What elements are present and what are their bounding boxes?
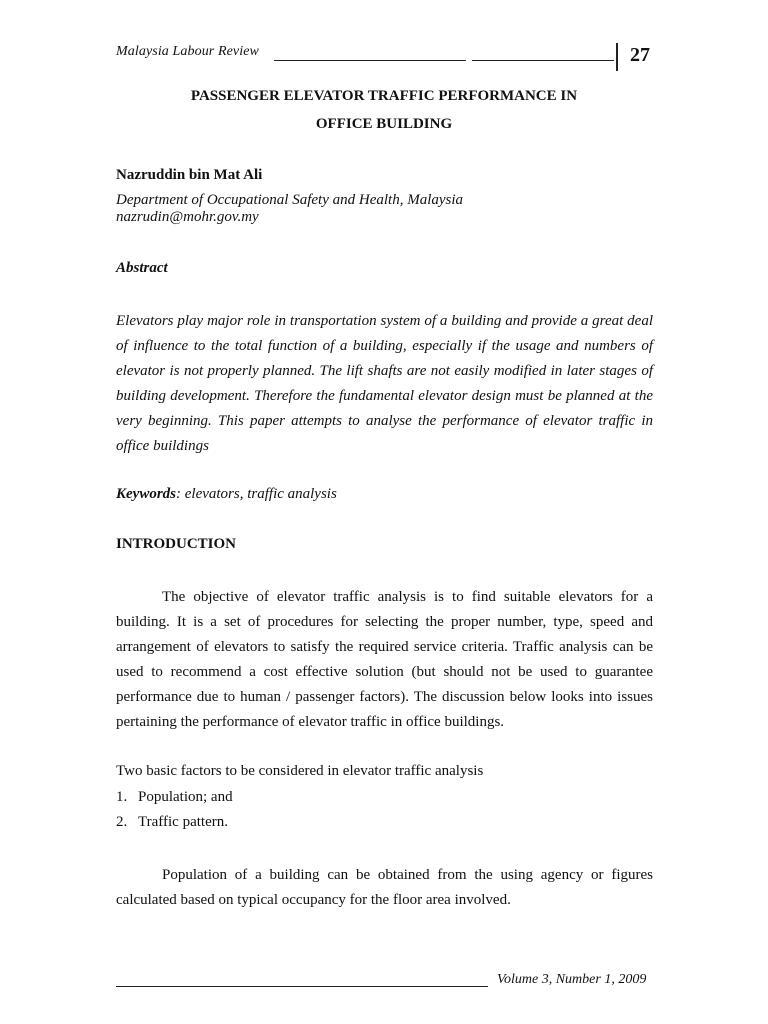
footer-volume: Volume 3, Number 1, 2009 (497, 972, 647, 987)
intro-paragraph-1: The objective of elevator traffic analysis is to find suitable elevators for a building. It is a set of procedures for selecting the proper number, type, speed and arrangement of elevators to satisfy the required service criteria. Traffic analysis can be used to recommend a cost effective solution (but should not be used to guarantee performance due to human / passenger factors). The discussion below looks into issues pertaining the performance of elevator traffic in office buildings. (116, 589, 653, 730)
article-title-line-1: PASSENGER ELEVATOR TRAFFIC PERFORMANCE IN (190, 88, 578, 104)
list-item-text: Traffic pattern. (138, 814, 228, 830)
abstract-heading: Abstract (116, 260, 168, 276)
keywords-label: Keywords (116, 486, 176, 502)
section-heading-introduction: INTRODUCTION (116, 536, 237, 552)
list-item (116, 789, 233, 806)
author-name: Nazruddin bin Mat Ali (116, 167, 263, 183)
intro-paragraph-2: Population of a building can be obtained from the using agency or figures calculated based on typical occupancy for the floor area involved. (116, 867, 653, 908)
list-item-text: Population; and (138, 789, 233, 805)
journal-title: Malaysia Labour Review (116, 44, 259, 59)
list-item-number: 1. (116, 789, 128, 805)
list-item-number: 2. (116, 814, 128, 830)
header-divider (616, 43, 618, 71)
article-title-line-2: OFFICE BUILDING (315, 116, 453, 132)
page-number: 27 (630, 44, 650, 66)
list-item (116, 814, 228, 831)
author-email: nazrudin@mohr.gov.my (116, 209, 259, 225)
author-affiliation: Department of Occupational Safety and Health, Malaysia (116, 192, 464, 208)
header-rule (274, 60, 466, 61)
header-rule (472, 60, 614, 61)
footer-rule (116, 986, 488, 987)
keywords-text: : elevators, traffic analysis (176, 486, 337, 502)
abstract-body: Elevators play major role in transportation system of a building and provide a great deal of influence to the total function of a building, especially if the usage and numbers of elevator is not properly planned. The lift shafts are not easily modified in later stages of building development. Therefore the fundamental elevator design must be planned at the very beginning. This paper attempts to analyse the performance of elevator traffic in office buildings (116, 313, 653, 454)
factors-intro: Two basic factors to be considered in elevator traffic analysis (116, 763, 484, 779)
keywords (116, 486, 337, 503)
